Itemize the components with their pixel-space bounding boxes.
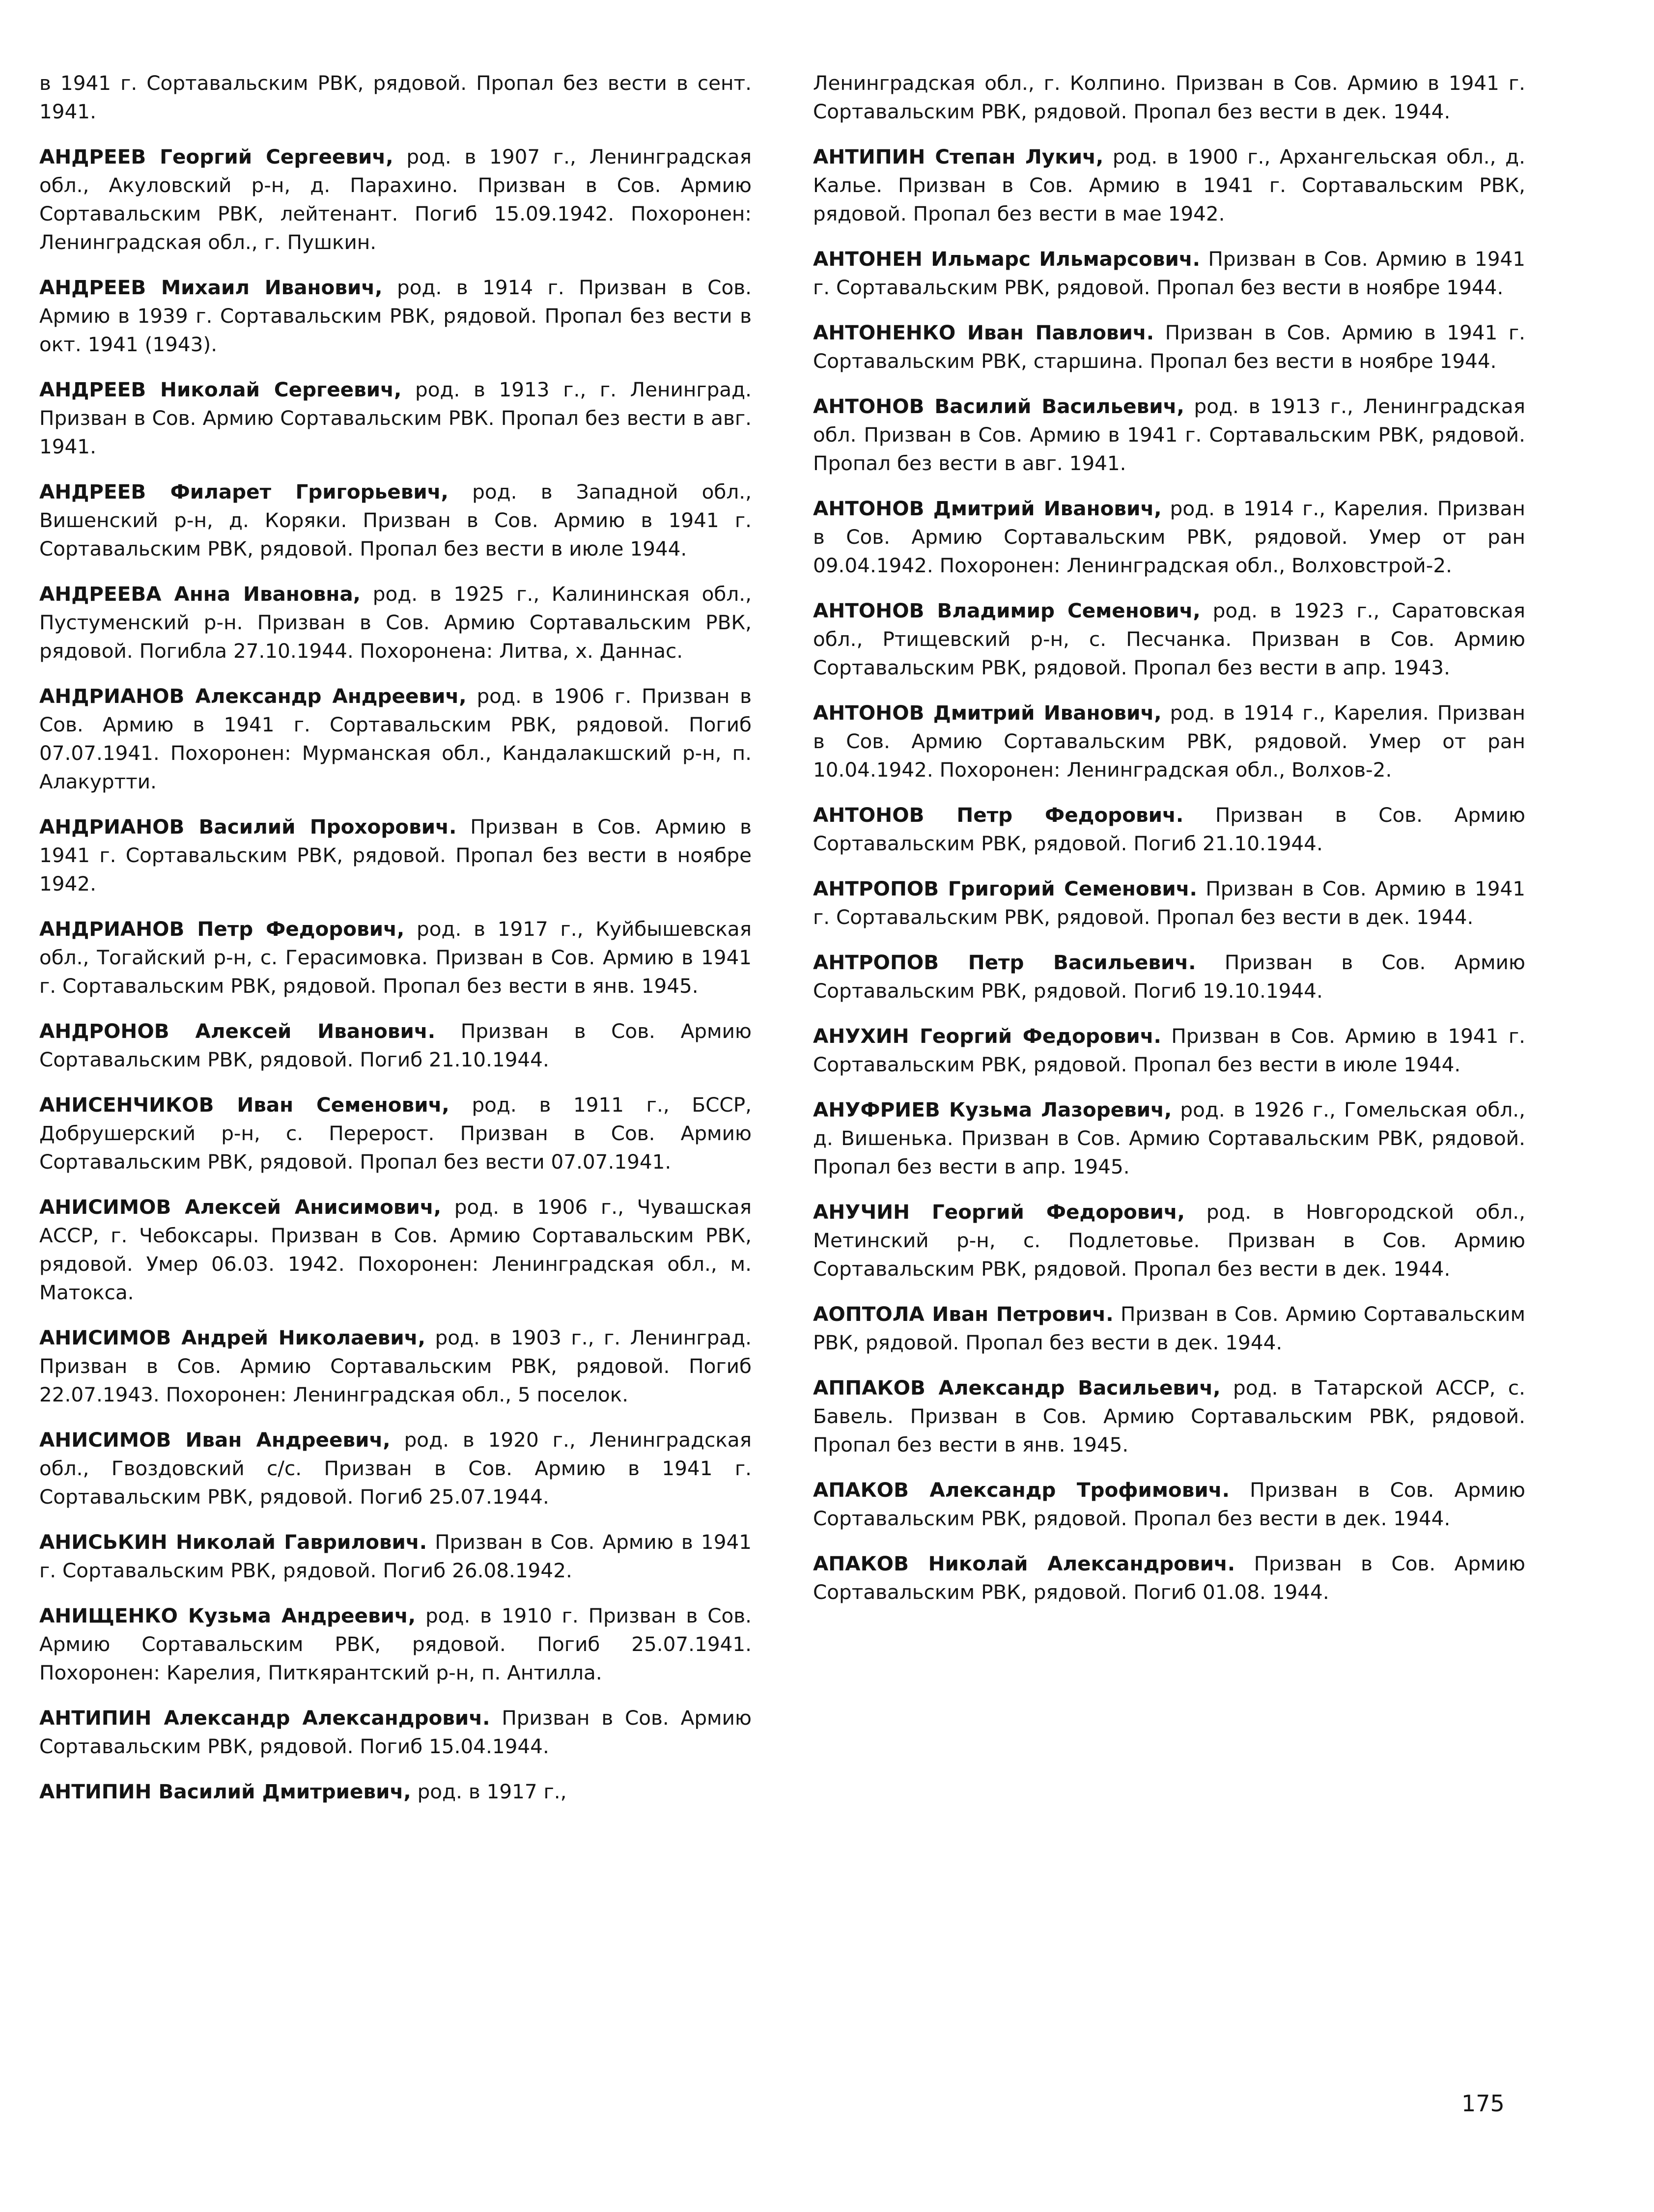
column-left [39,69,752,1822]
list-item [813,699,1525,784]
list-item [813,494,1525,580]
list-item [813,948,1525,1005]
entry-name: АНИСИМОВ Алексей Анисимович, [39,1195,442,1219]
entry-name: АНТОНЕН Ильмарс Ильмарсович. [813,247,1201,271]
list-item [39,1601,752,1687]
entry-text: род. в 1900 г., Архангельская обл., д. Калье. Призван в Сов. Армию в 1941 г. Сортавальским РВК, рядовой. Пропал без вести в мае 1942. [813,145,1525,225]
entry-text: Призван в Сов. Армию в 1941 г. Сортавальским РВК, рядовой. Пропал без вести в ноябре 1942. [39,815,752,896]
list-item [39,915,752,1000]
entry-name: АНИСЕНЧИКОВ Иван Семенович, [39,1093,449,1117]
list-item [39,477,752,563]
list-item [39,1323,752,1409]
entry-text: род. в Западной обл., Вишенский р-н, д. Коряки. Призван в Сов. Армию в 1941 г. Сортавальским РВК, рядовой. Пропал без вести в июле 1944. [39,480,752,560]
entry-name: АНДРИАНОВ Василий Прохорович. [39,815,457,839]
entry-name: АНДРИАНОВ Петр Федорович, [39,917,405,941]
entry-name: АНТРОПОВ Петр Васильевич. [813,951,1196,974]
entry-text: Призван в Сов. Армию Сортавальским РВК, рядовой. Пропал без вести в дек. 1944. [813,1302,1526,1354]
column-right [813,69,1525,1623]
entry-text: род. в 1907 г., Ленинградская обл., Акуловский р-н, д. Парахино. Призван в Сов. Армию Сортавальским РВК, лейтенант. Погиб 15.09.1942. Похоронен: Ленинградская обл., г. Пушкин. [39,145,752,254]
entry-text: род. в 1926 г., Гомельская обл., д. Вишенька. Призван в Сов. Армию Сортавальским РВК, рядовой. Пропал без вести в апр. 1945. [813,1098,1525,1178]
entry-text: род. в 1914 г., Карелия. Призван в Сов. Армию Сортавальским РВК, рядовой. Умер от ран 10.04.1942. Похоронен: Ленинградская обл., Волхов-2. [813,701,1525,782]
list-item [39,375,752,461]
entry-name: АНТОНОВ Петр Федорович. [813,803,1184,827]
list-item [813,1095,1525,1181]
entry-name: АОПТОЛА Иван Петрович. [813,1302,1114,1326]
entry-text: род. в 1903 г., г. Ленинград. Призван в Сов. Армию Сортавальским РВК, рядовой. Погиб 22.07.1943. Похоронен: Ленинградская обл., 5 поселок. [39,1326,752,1406]
entry-name: АНТОНЕНКО Иван Павлович. [813,321,1154,344]
list-item [813,392,1525,477]
entry-text: Призван в Сов. Армию в 1941 г. Сортавальским РВК, рядовой. Пропал без вести в дек. 1944. [813,877,1526,929]
entry-text: род. в 1923 г., Саратовская обл., Ртищевский р-н, с. Песчанка. Призван в Сов. Армию Сортавальским РВК, рядовой. Пропал без вести в апр. 1943. [813,599,1526,679]
entry-text: Призван в Сов. Армию в 1941 г. Сортавальским РВК, рядовой. Пропал без вести в июле 1944. [813,1024,1525,1076]
entry-text: род. в 1906 г. Призван в Сов. Армию в 1941 г. Сортавальским РВК, рядовой. Погиб 07.07.1941. Похоронен: Мурманская обл., Кандалакшский р-н, п. Алакуртти. [39,684,752,793]
list-item [39,1426,752,1511]
page-number: 175 [1461,2090,1505,2117]
list-item [813,1300,1525,1357]
entry-text: род. в 1911 г., БССР, Добрушерский р-н, с. Перерост. Призван в Сов. Армию Сортавальским РВК, рядовой. Пропал без вести 07.07.1941. [39,1093,752,1174]
list-item [813,874,1525,931]
list-item [39,1704,752,1761]
entry-text: Призван в Сов. Армию в 1941 г. Сортавальским РВК, рядовой. Погиб 26.08.1942. [39,1530,752,1582]
entry-text: Призван в Сов. Армию Сортавальским РВК, рядовой. Пропал без вести в дек. 1944. [813,1478,1525,1530]
entry-text: Призван в Сов. Армию Сортавальским РВК, рядовой. Погиб 21.10.1944. [39,1019,752,1071]
entry-name: АНУХИН Георгий Федорович. [813,1024,1161,1048]
list-item [813,1022,1525,1079]
list-item [39,1091,752,1176]
entry-text: род. в 1914 г. Призван в Сов. Армию в 1939 г. Сортавальским РВК, рядовой. Пропал без вести в окт. 1941 (1943). [39,276,752,356]
entry-name: АНТИПИН Степан Лукич, [813,145,1104,168]
entry-name: АНДРИАНОВ Александр Андреевич, [39,684,467,708]
list-item [813,1373,1525,1459]
entry-name: АНТОНОВ Дмитрий Иванович, [813,701,1162,725]
entry-text: род. в 1920 г., Ленинградская обл., Гвоздовский с/с. Призван в Сов. Армию в 1941 г. Сортавальским РВК, рядовой. Погиб 25.07.1944. [39,1428,752,1509]
entry-name: АППАКОВ Александр Васильевич, [813,1376,1221,1400]
entry-name: АНУФРИЕВ Кузьма Лазоревич, [813,1098,1172,1121]
entry-text: Призван в Сов. Армию Сортавальским РВК, рядовой. Погиб 19.10.1944. [813,951,1526,1003]
entry-name: АНТОНОВ Дмитрий Иванович, [813,497,1162,520]
entry-name: АНИСИМОВ Иван Андреевич, [39,1428,391,1452]
entry-text: род. в 1913 г., Ленинградская обл. Призван в Сов. Армию в 1941 г. Сортавальским РВК, рядовой. Пропал без вести в авг. 1941. [813,394,1525,475]
list-item [813,1198,1525,1283]
list-item [813,245,1525,302]
entry-name: АНДРЕЕВ Николай Сергеевич, [39,378,402,401]
entry-name: АНТИПИН Василий Дмитриевич, [39,1780,411,1803]
entry-name: АНТОНОВ Владимир Семенович, [813,599,1201,622]
entry-name: АПАКОВ Николай Александрович. [813,1552,1235,1575]
list-item [813,1476,1525,1533]
entry-name: АНИСЬКИН Николай Гаврилович. [39,1530,427,1554]
entry-name: АПАКОВ Александр Трофимович. [813,1478,1230,1502]
entry-text: род. в Новгородской обл., Метинский р-н, с. Подлетовье. Призван в Сов. Армию Сортавальским РВК, рядовой. Пропал без вести в дек. 1944. [813,1200,1525,1281]
entry-name: АНДРОНОВ Алексей Иванович. [39,1019,436,1043]
entry-text: Призван в Сов. Армию в 1941 г. Сортавальским РВК, старшина. Пропал без вести в ноябре 1944. [813,321,1525,373]
entry-text: род. в 1917 г., Куйбышевская обл., Тогайский р-н, с. Герасимовка. Призван в Сов. Армию в 1941 г. Сортавальским РВК, рядовой. Пропал без вести в янв. 1945. [39,917,752,998]
entry-text: род. в Татарской АССР, с. Бавель. Призван в Сов. Армию Сортавальским РВК, рядовой. Пропал без вести в янв. 1945. [813,1376,1525,1456]
entry-text: Призван в Сов. Армию Сортавальским РВК, рядовой. Погиб 21.10.1944. [813,803,1525,855]
entry-name: АНИСИМОВ Андрей Николаевич, [39,1326,425,1349]
entry-text: род. в 1914 г., Карелия. Призван в Сов. Армию Сортавальским РВК, рядовой. Умер от ран 09.04.1942. Похоронен: Ленинградская обл., Волховстрой-2. [813,497,1525,577]
entry-text: род. в 1925 г., Калининская обл., Пустуменский р-н. Призван в Сов. Армию Сортавальским РВК, рядовой. Погибла 27.10.1944. Похоронена: Литва, х. Даннас. [39,582,752,663]
list-item [813,801,1525,858]
entry-text: в 1941 г. Сортавальским РВК, рядовой. Пропал без вести в сент. 1941. [39,71,752,123]
entry-text: род. в 1906 г., Чувашская АССР, г. Чебоксары. Призван в Сов. Армию Сортавальским РВК, рядовой. Умер 06.03. 1942. Похоронен: Ленинградская обл., м. Матокса. [39,1195,752,1304]
list-item [813,69,1525,126]
list-item [39,69,752,126]
entry-text: Ленинградская обл., г. Колпино. Призван в Сов. Армию в 1941 г. Сортавальским РВК, рядовой. Пропал без вести в дек. 1944. [813,71,1525,123]
entry-name: АНДРЕЕВ Филарет Григорьевич, [39,480,449,504]
list-item [39,1193,752,1307]
entry-name: АНТРОПОВ Григорий Семенович. [813,877,1197,900]
entry-text: Призван в Сов. Армию в 1941 г. Сортавальским РВК, рядовой. Пропал без вести в ноябре 1944. [813,247,1526,299]
entry-name: АНТИПИН Александр Александрович. [39,1706,490,1730]
list-item [39,812,752,898]
list-item [813,142,1525,228]
list-item [39,1528,752,1585]
list-item [39,142,752,256]
list-item [813,1549,1525,1606]
entry-name: АНДРЕЕВА Анна Ивановна, [39,582,361,606]
entry-name: АНТОНОВ Василий Васильевич, [813,394,1184,418]
list-item [39,273,752,359]
list-item [39,682,752,796]
list-item [39,580,752,665]
entry-text: род. в 1910 г. Призван в Сов. Армию Сортавальским РВК, рядовой. Погиб 25.07.1941. Похоронен: Карелия, Питкярантский р-н, п. Антилла. [39,1604,752,1684]
list-item [813,596,1525,682]
entry-name: АНУЧИН Георгий Федорович, [813,1200,1185,1224]
list-item [39,1777,752,1806]
entry-name: АНИЩЕНКО Кузьма Андреевич, [39,1604,416,1627]
list-item [39,1017,752,1074]
list-item [813,318,1525,375]
entry-text: Призван в Сов. Армию Сортавальским РВК, рядовой. Погиб 01.08. 1944. [813,1552,1525,1604]
entry-name: АНДРЕЕВ Михаил Иванович, [39,276,383,299]
entry-name: АНДРЕЕВ Георгий Сергеевич, [39,145,393,168]
entry-text: род. в 1917 г., [411,1780,567,1803]
entry-text: род. в 1913 г., г. Ленинград. Призван в Сов. Армию Сортавальским РВК. Пропал без вести в авг. 1941. [39,378,752,458]
entry-text: Призван в Сов. Армию Сортавальским РВК, рядовой. Погиб 15.04.1944. [39,1706,752,1758]
